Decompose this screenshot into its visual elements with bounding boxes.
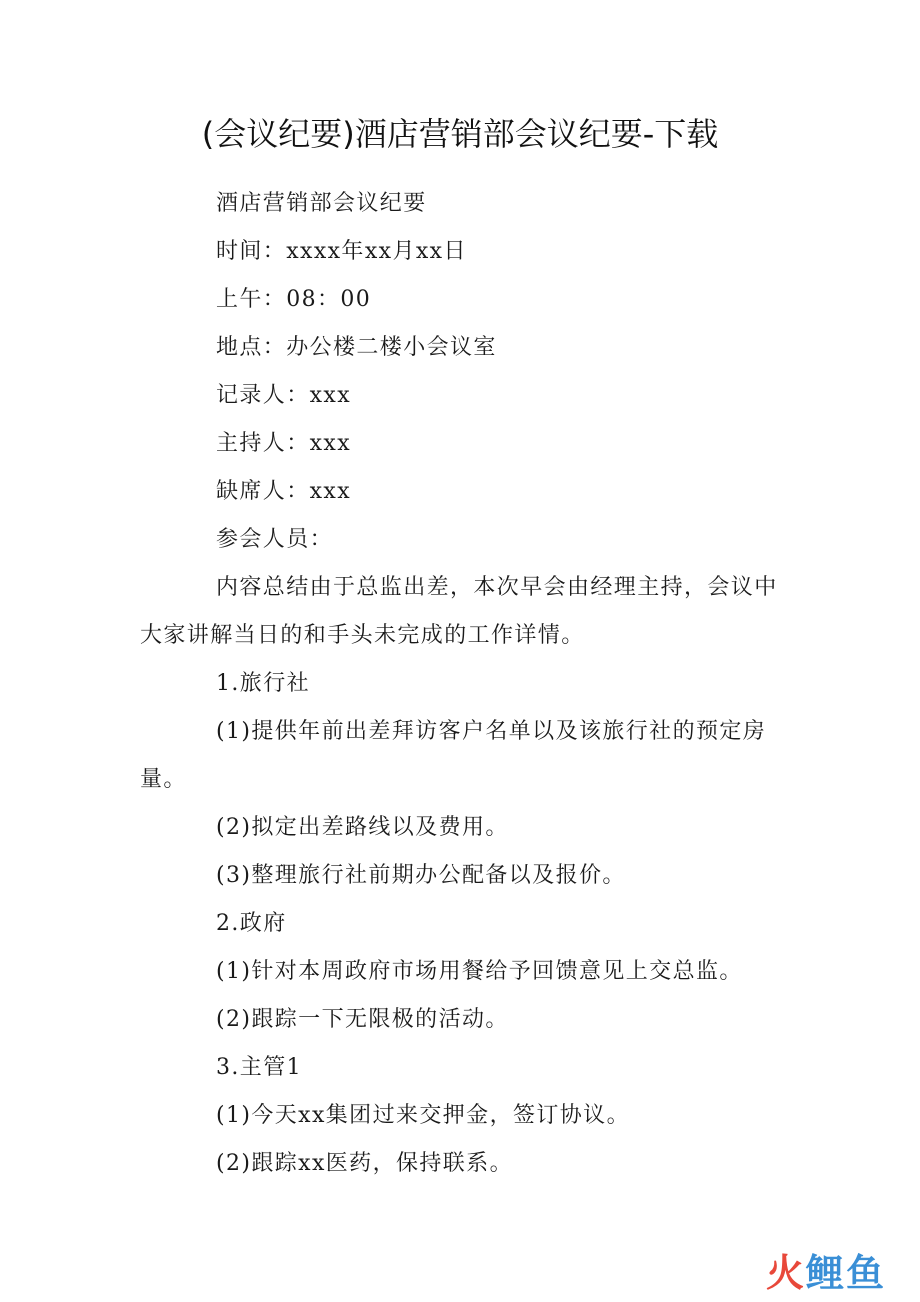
document-title: (会议纪要)酒店营销部会议纪要-下载 <box>201 115 719 153</box>
paragraph-absent: 缺席人：xxx <box>216 479 352 504</box>
paragraph-time: 时间：xxxx年xx月xx日 <box>216 239 467 264</box>
section-heading-supervisor: 3.主管1 <box>216 1055 302 1080</box>
list-item: (1)针对本周政府市场用餐给予回馈意见上交总监。 <box>216 959 743 984</box>
huoliyu-logo-watermark <box>746 1246 906 1296</box>
list-item: (1)今天xx集团过来交押金，签订协议。 <box>216 1103 630 1128</box>
paragraph-summary: 内容总结由于总监出差，本次早会由经理主持，会议中大家讲解当日的和手头未完成的工作详情。 <box>140 575 778 648</box>
paragraph-attendees: 参会人员： <box>216 527 334 552</box>
list-item: (1)提供年前出差拜访客户名单以及该旅行社的预定房量。 <box>140 719 767 792</box>
paragraph-recorder: 记录人：xxx <box>216 383 352 408</box>
list-item: (3)整理旅行社前期办公配备以及报价。 <box>216 863 626 888</box>
paragraph-heading: 酒店营销部会议纪要 <box>216 191 427 216</box>
paragraph-location: 地点：办公楼二楼小会议室 <box>216 335 497 360</box>
list-item: (2)拟定出差路线以及费用。 <box>216 815 509 840</box>
section-heading-government: 2.政府 <box>216 911 287 936</box>
list-item: (2)跟踪一下无限极的活动。 <box>216 1007 509 1032</box>
paragraph-morning: 上午：08：00 <box>216 287 372 312</box>
paragraph-host: 主持人：xxx <box>216 431 352 456</box>
list-item: (2)跟踪xx医药，保持联系。 <box>216 1151 513 1176</box>
watermark-text: 火鲤鱼 <box>765 1251 887 1295</box>
section-heading-travel-agency: 1.旅行社 <box>216 671 310 696</box>
